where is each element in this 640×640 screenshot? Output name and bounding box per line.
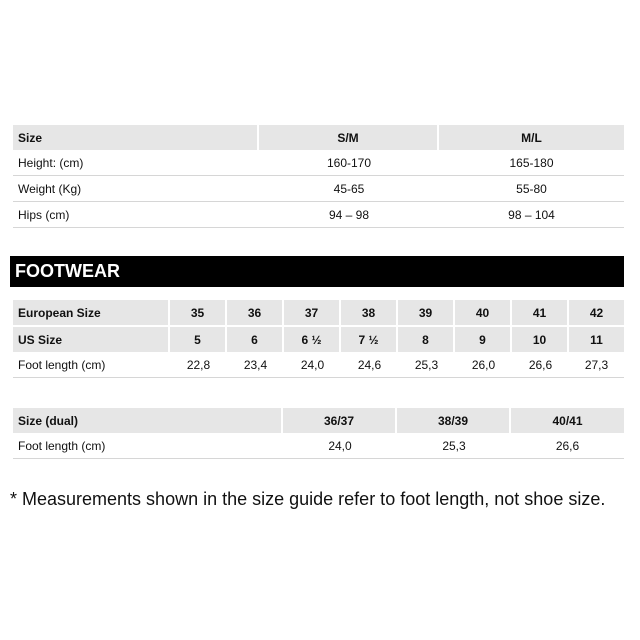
cell-value: 39 [398,300,455,325]
cell-value: 26,6 [512,352,569,378]
cell-value: 27,3 [569,352,624,378]
clothing-size-table [13,125,624,228]
cell-value: 55-80 [439,176,624,202]
footwear-title-bar [10,256,624,287]
clothing-header-size: Size [13,125,259,150]
cell-value: 38/39 [397,408,511,433]
cell-value: 165-180 [439,150,624,176]
dual-header-row [13,408,624,433]
cell-value: 22,8 [170,352,227,378]
cell-value: 10 [512,325,569,352]
cell-value: 24,6 [341,352,398,378]
row-label: European Size [13,300,170,325]
european-size-row [13,300,624,325]
clothing-row-height [13,150,624,176]
cell-value: 37 [284,300,341,325]
cell-value: 11 [569,325,624,352]
cell-value: 42 [569,300,624,325]
cell-value: 35 [170,300,227,325]
foot-length-row [13,352,624,378]
cell-value: 26,6 [511,433,624,459]
footwear-size-table [13,300,624,378]
cell-value: 23,4 [227,352,284,378]
row-label: Weight (Kg) [13,176,259,202]
cell-value: 25,3 [398,352,455,378]
cell-value: 94 – 98 [259,202,439,228]
row-label: US Size [13,325,170,352]
cell-value: 41 [512,300,569,325]
cell-value: 45-65 [259,176,439,202]
measurement-note: * Measurements shown in the size guide refer to foot length, not shoe size. [10,489,606,509]
cell-value: 160-170 [259,150,439,176]
cell-value: 24,0 [284,352,341,378]
cell-value: 6 ½ [284,325,341,352]
cell-value: 38 [341,300,398,325]
cell-value: 25,3 [397,433,511,459]
clothing-row-hips [13,202,624,228]
cell-value: 24,0 [283,433,397,459]
cell-value: 40/41 [511,408,624,433]
dual-size-table [13,408,624,459]
cell-value: 8 [398,325,455,352]
dual-foot-length-row [13,433,624,459]
cell-value: 36 [227,300,284,325]
cell-value: 40 [455,300,512,325]
cell-value: 6 [227,325,284,352]
clothing-header-ml: M/L [439,125,624,150]
row-label: Height: (cm) [13,150,259,176]
row-label: Size (dual) [13,408,283,433]
row-label: Foot length (cm) [13,352,170,378]
cell-value: 9 [455,325,512,352]
clothing-header-row [13,125,624,150]
cell-value: 7 ½ [341,325,398,352]
clothing-header-sm: S/M [259,125,439,150]
row-label: Foot length (cm) [13,433,283,459]
cell-value: 5 [170,325,227,352]
us-size-row [13,325,624,352]
clothing-row-weight [13,176,624,202]
cell-value: 26,0 [455,352,512,378]
cell-value: 98 – 104 [439,202,624,228]
row-label: Hips (cm) [13,202,259,228]
footwear-title: FOOTWEAR [15,261,120,281]
cell-value: 36/37 [283,408,397,433]
